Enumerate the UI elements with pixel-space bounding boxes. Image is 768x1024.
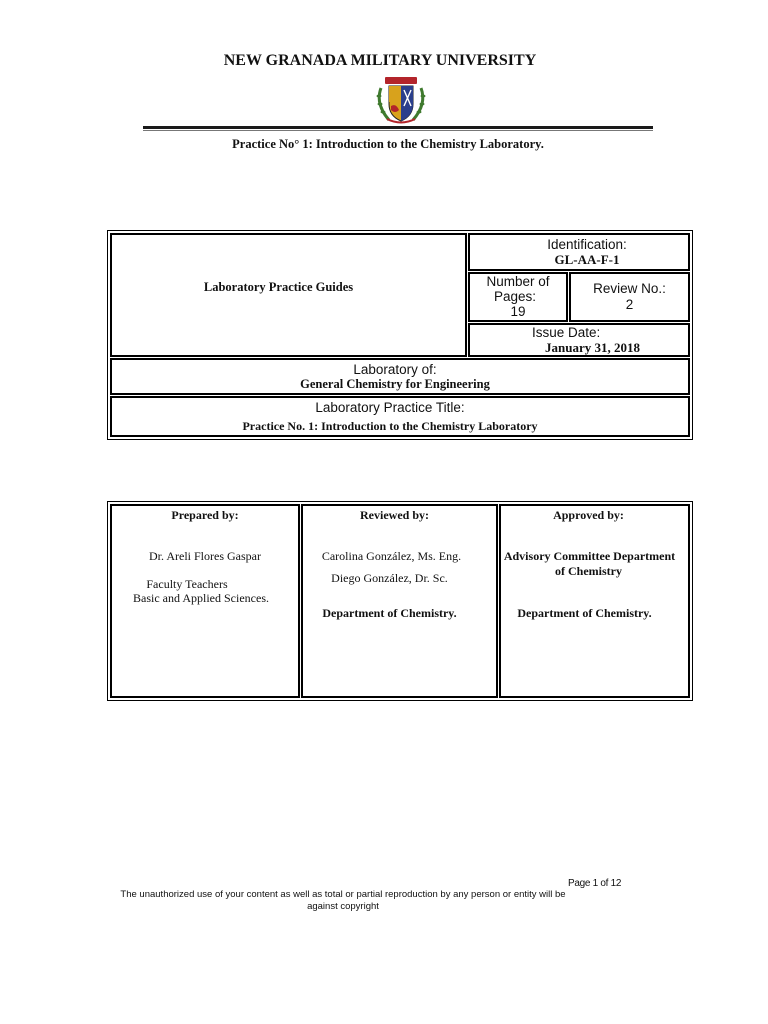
guide-title-cell: [110, 233, 467, 357]
prepared-by-label: Prepared by:: [171, 508, 239, 522]
university-crest-logo: [371, 74, 431, 126]
laboratory-value: General Chemistry for Engineering: [300, 377, 490, 391]
prepared-by-name: Dr. Areli Flores Gaspar: [149, 549, 261, 563]
reviewed-by-cell: [301, 504, 498, 698]
practice-title-value: Practice No. 1: Introduction to the Chemistry Laboratory: [242, 419, 538, 433]
identification-label: Identification:: [547, 237, 627, 252]
pages-value: 19: [510, 304, 526, 319]
reviewed-by-label: Reviewed by:: [360, 508, 429, 522]
approved-by-label: Approved by:: [553, 508, 624, 522]
copyright-line-2: against copyright: [307, 901, 379, 912]
reviewed-by-name-1: Carolina González, Ms. Eng.: [321, 549, 462, 563]
practice-title-label: Laboratory Practice Title:: [315, 400, 465, 415]
laboratory-label: Laboratory of:: [353, 362, 437, 377]
issue-date-value: January 31, 2018: [545, 340, 640, 355]
pages-cell: [468, 272, 568, 322]
prepared-by-role-line2: Basic and Applied Sciences.: [133, 591, 269, 605]
practice-title-cell: [110, 396, 690, 437]
approved-by-name-line2: of Chemistry: [555, 564, 622, 578]
pages-label-line1: Number of: [486, 274, 550, 289]
university-title: NEW GRANADA MILITARY UNIVERSITY: [223, 52, 537, 69]
page-number: Page 1 of 12: [568, 878, 622, 889]
identification-cell: [468, 233, 690, 271]
header-divider: [143, 126, 653, 129]
reviewed-by-name-2: Diego González, Dr. Sc.: [331, 571, 448, 585]
practice-heading: Practice No° 1: Introduction to the Chemistry Laboratory.: [232, 137, 544, 151]
approved-by-cell: [499, 504, 690, 698]
approved-by-name-line1: Advisory Committee Department: [503, 549, 676, 563]
review-label: Review No.:: [593, 281, 666, 296]
guide-title: Laboratory Practice Guides: [203, 280, 354, 294]
header-divider-shadow: [143, 130, 653, 131]
pages-label-line2: Pages:: [493, 289, 537, 304]
copyright-notice: [106, 889, 580, 913]
review-cell: [569, 272, 690, 322]
laboratory-cell: [110, 358, 690, 395]
prepared-by-role-line1: Faculty Teachers: [146, 577, 228, 591]
approved-by-department: Department of Chemistry.: [517, 606, 652, 620]
identification-value: GL-AA-F-1: [554, 252, 620, 267]
copyright-line-1: The unauthorized use of your content as well as total or partial reproduction by any person or entity will be: [120, 889, 566, 900]
issue-date-cell: [468, 323, 690, 357]
review-value: 2: [625, 297, 634, 312]
issue-date-label: Issue Date:: [532, 325, 601, 340]
reviewed-by-department: Department of Chemistry.: [322, 606, 457, 620]
prepared-by-cell: [110, 504, 300, 698]
